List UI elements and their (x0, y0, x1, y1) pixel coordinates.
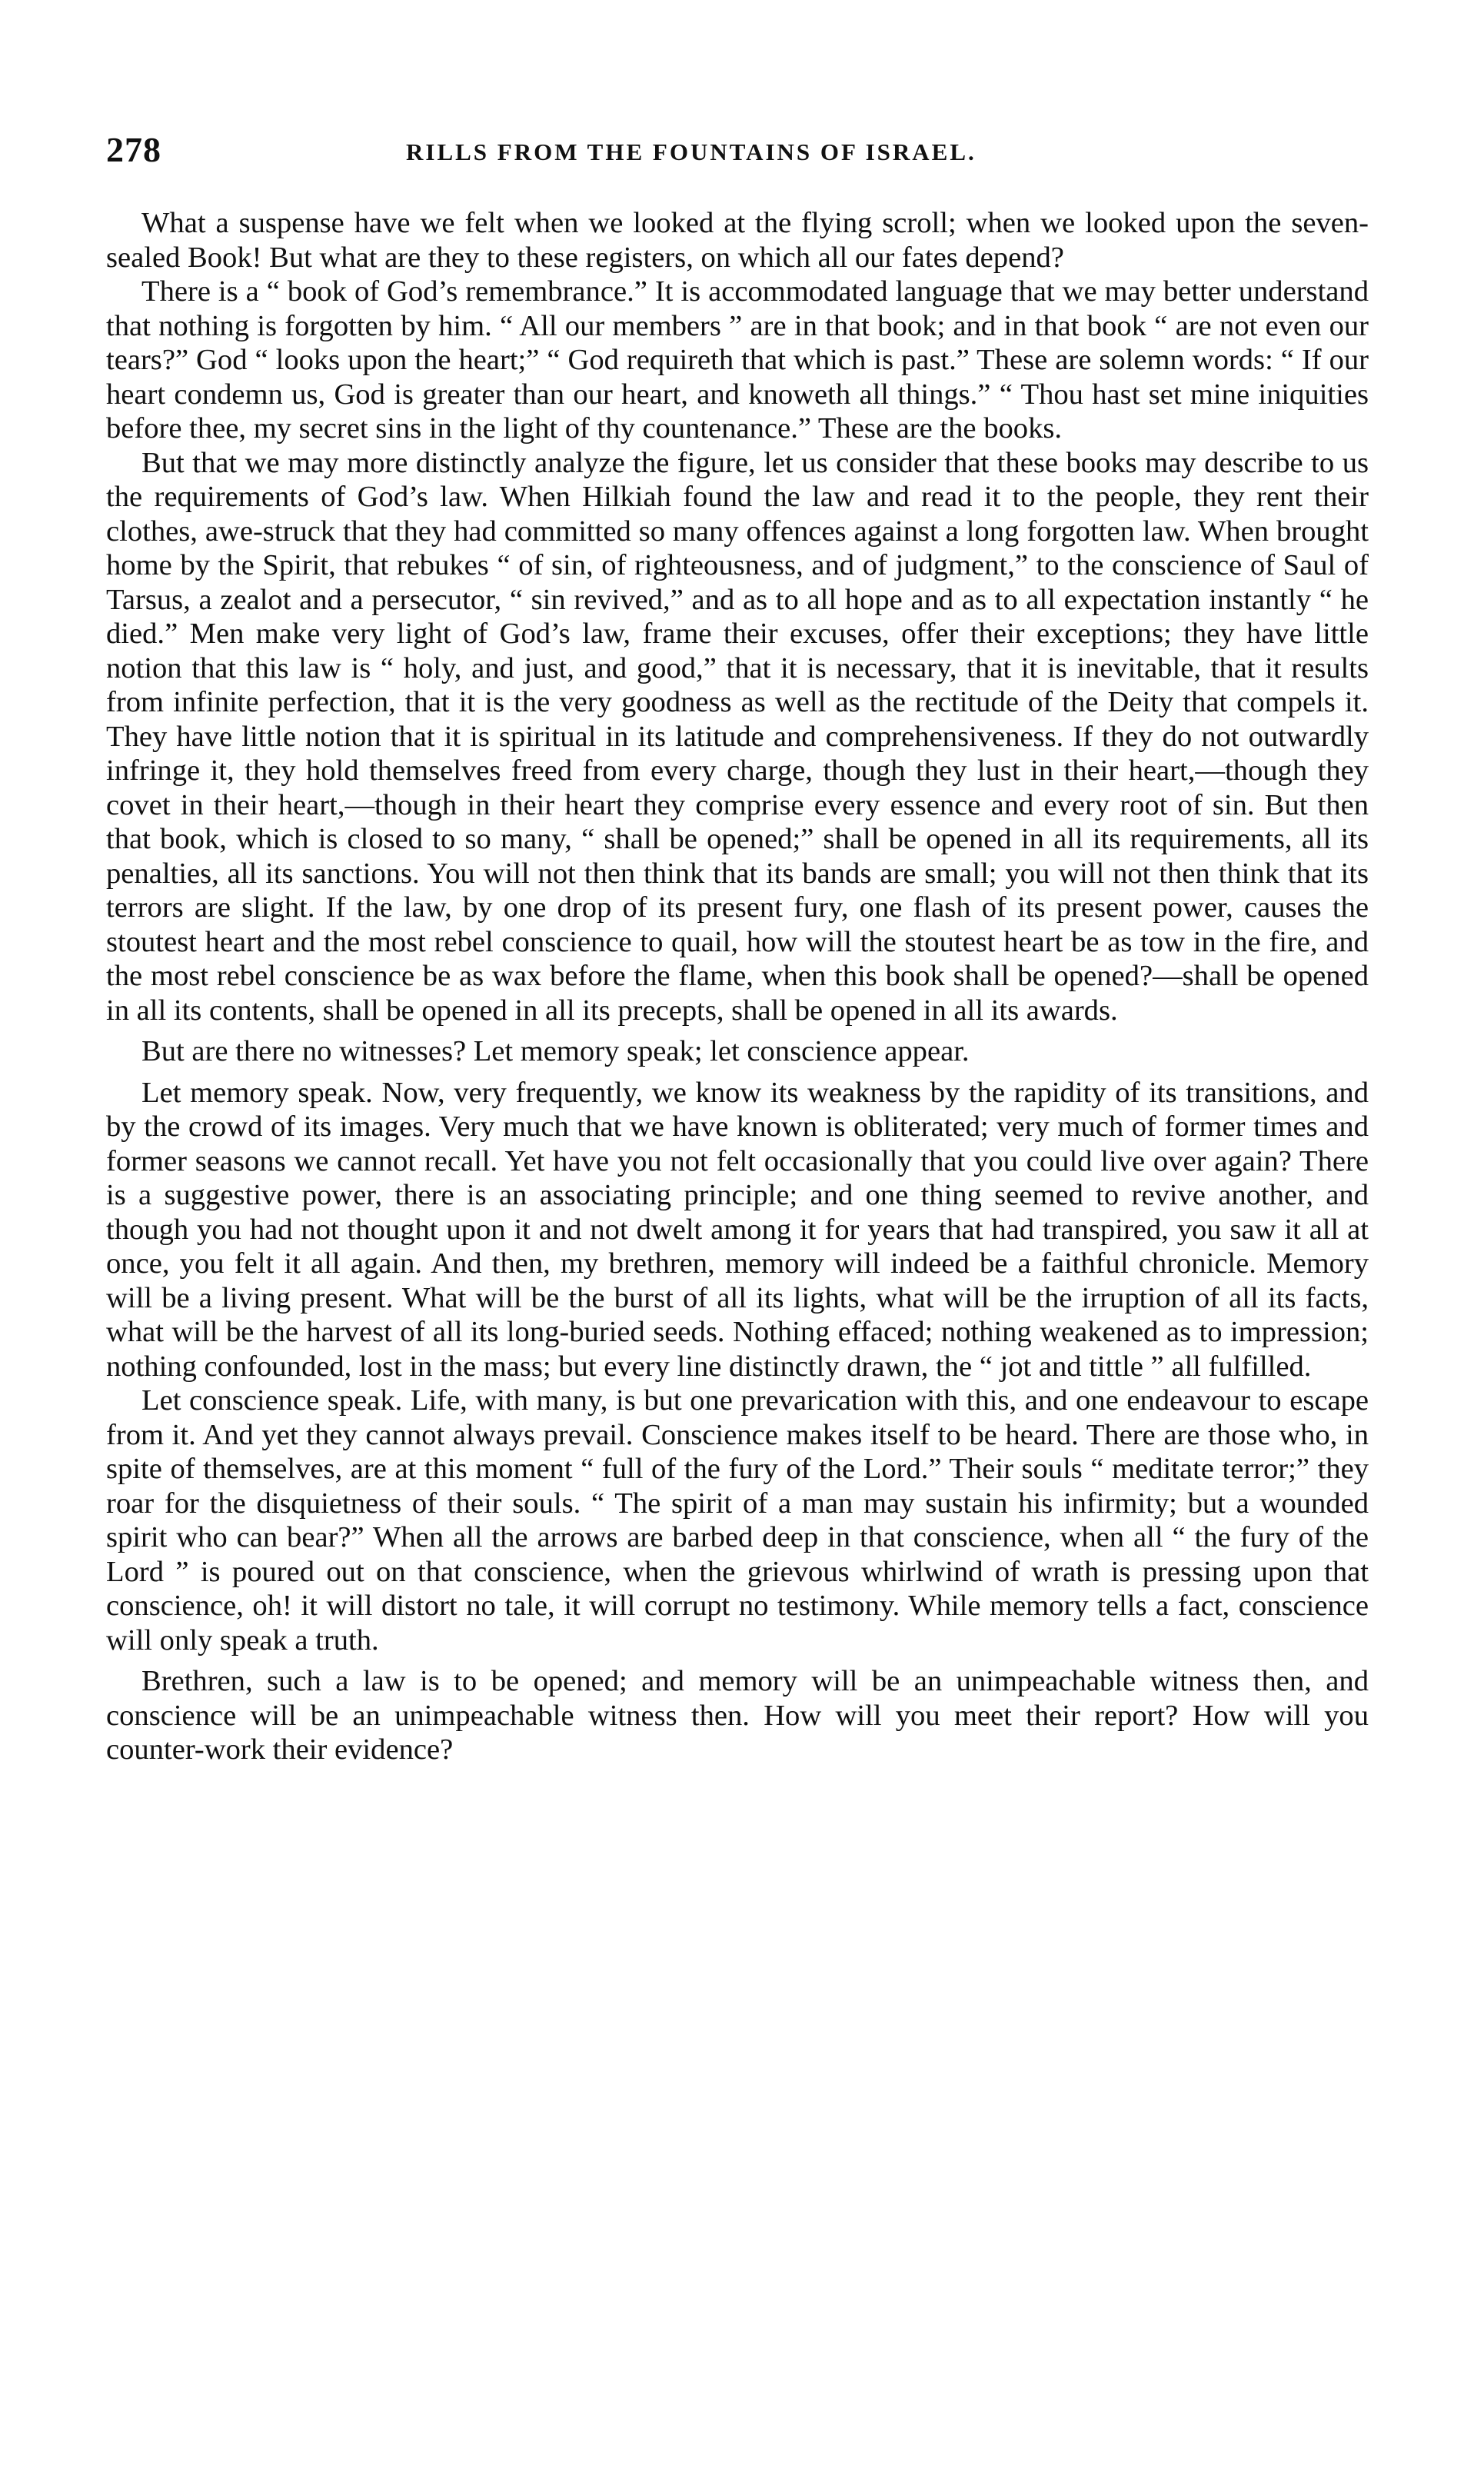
paragraph-1: What a suspense have we felt when we looked at the flying scroll; when we looked upon the seven-sealed Book! But what are they to these registers, on which all our fates depend? (106, 207, 1369, 274)
paragraph-5: Let memory speak. Now, very frequently, we know its weakness by the rapidity of its transitions, and by the crowd of its images. Very much that we have known is obliterated; very much of former times and former seasons we cannot recall. Yet have you not felt occasionally that you could live over again? There is a suggestive power, there is an associating principle; and one thing seemed to revive another, and though you had not thought upon it and not dwelt among it for years that had transpired, you saw it all at once, you felt it all again. And then, my brethren, memory will indeed be a faithful chronicle. Memory will be a living present. What will be the burst of all its lights, what will be the irruption of all its facts, what will be the harvest of all its long-buried seeds. Nothing effaced; nothing weakened as to impression; nothing confounded, lost in the mass; but every line distinctly drawn, the “ jot and tittle ” all fulfilled. (106, 1076, 1369, 1383)
paragraph-4: But are there no witnesses? Let memory speak; let conscience appear. (141, 1035, 970, 1067)
paragraph-3: But that we may more distinctly analyze the figure, let us consider that these books may describe to us the requirements of God’s law. When Hilkiah found the law and read it to the people, they rent their clothes, awe-struck that they had committed so many offences against a long forgotten law. When brought home by the Spirit, that rebukes “ of sin, of righteousness, and of judgment,” to the conscience of Saul of Tarsus, a zealot and a persecutor, “ sin revived,” and as to all hope and as to all expectation instantly “ he died.” Men make very light of God’s law, frame their excuses, offer their exceptions; they have little notion that this law is “ holy, and just, and good,” that it is necessary, that it is inevitable, that it results from infinite perfection, that it is the very goodness as well as the rectitude of the Deity that compels it. They have little notion that it is spiritual in its latitude and comprehensiveness. If they do not outwardly infringe it, they hold themselves freed from every charge, though they lust in their heart,—though they covet in their heart,—though in their heart they comprise every essence and every root of sin. But then that book, which is closed to so many, “ shall be opened;” shall be opened in all its requirements, all its penalties, all its sanctions. You will not then think that its bands are small; you will not then think that its terrors are slight. If the law, by one drop of its present fury, one flash of its present power, causes the stoutest heart and the most rebel conscience to quail, how will the stoutest heart be as tow in the fire, and the most rebel conscience be as wax before the flame, when this book shall be opened?—shall be opened in all its contents, shall be opened in all its precepts, shall be opened in all its awards. (106, 446, 1369, 1027)
paragraph-6: Let conscience speak. Life, with many, is but one prevarication with this, and one endeavour to escape from it. And yet they cannot always prevail. Conscience makes itself to be heard. There are those who, in spite of themselves, are at this moment “ full of the fury of the Lord.” Their souls “ meditate terror;” they roar for the disquietness of their souls. “ The spirit of a man may sustain his infirmity; but a wounded spirit who can bear?” When all the arrows are barbed deep in that conscience, when all “ the fury of the Lord ” is poured out on that conscience, when the grievous whirlwind of wrath is pressing upon that conscience, oh! it will distort no tale, it will corrupt no testimony. While memory tells a fact, conscience will only speak a truth. (106, 1384, 1369, 1657)
paragraph-7: Brethren, such a law is to be opened; and memory will be an unimpeachable witness then, and conscience will be an unimpeachable witness then. How will you meet their report? How will you counter-work their evidence? (106, 1665, 1369, 1766)
running-title: RILLS FROM THE FOUNTAINS OF ISRAEL. (406, 138, 977, 165)
page-header (106, 129, 1367, 175)
page-body (106, 206, 1369, 1767)
page-number: 278 (106, 130, 161, 169)
paragraph-2: There is a “ book of God’s remembrance.” It is accommodated language that we may better understand that nothing is forgotten by him. “ All our members ” are in that book; and in that book “ are not even our tears?” God “ looks upon the heart;” “ God requireth that which is past.” These are solemn words: “ If our heart condemn us, God is greater than our heart, and knoweth all things.” “ Thou hast set mine iniquities before thee, my secret sins in the light of thy countenance.” These are the books. (106, 275, 1369, 445)
